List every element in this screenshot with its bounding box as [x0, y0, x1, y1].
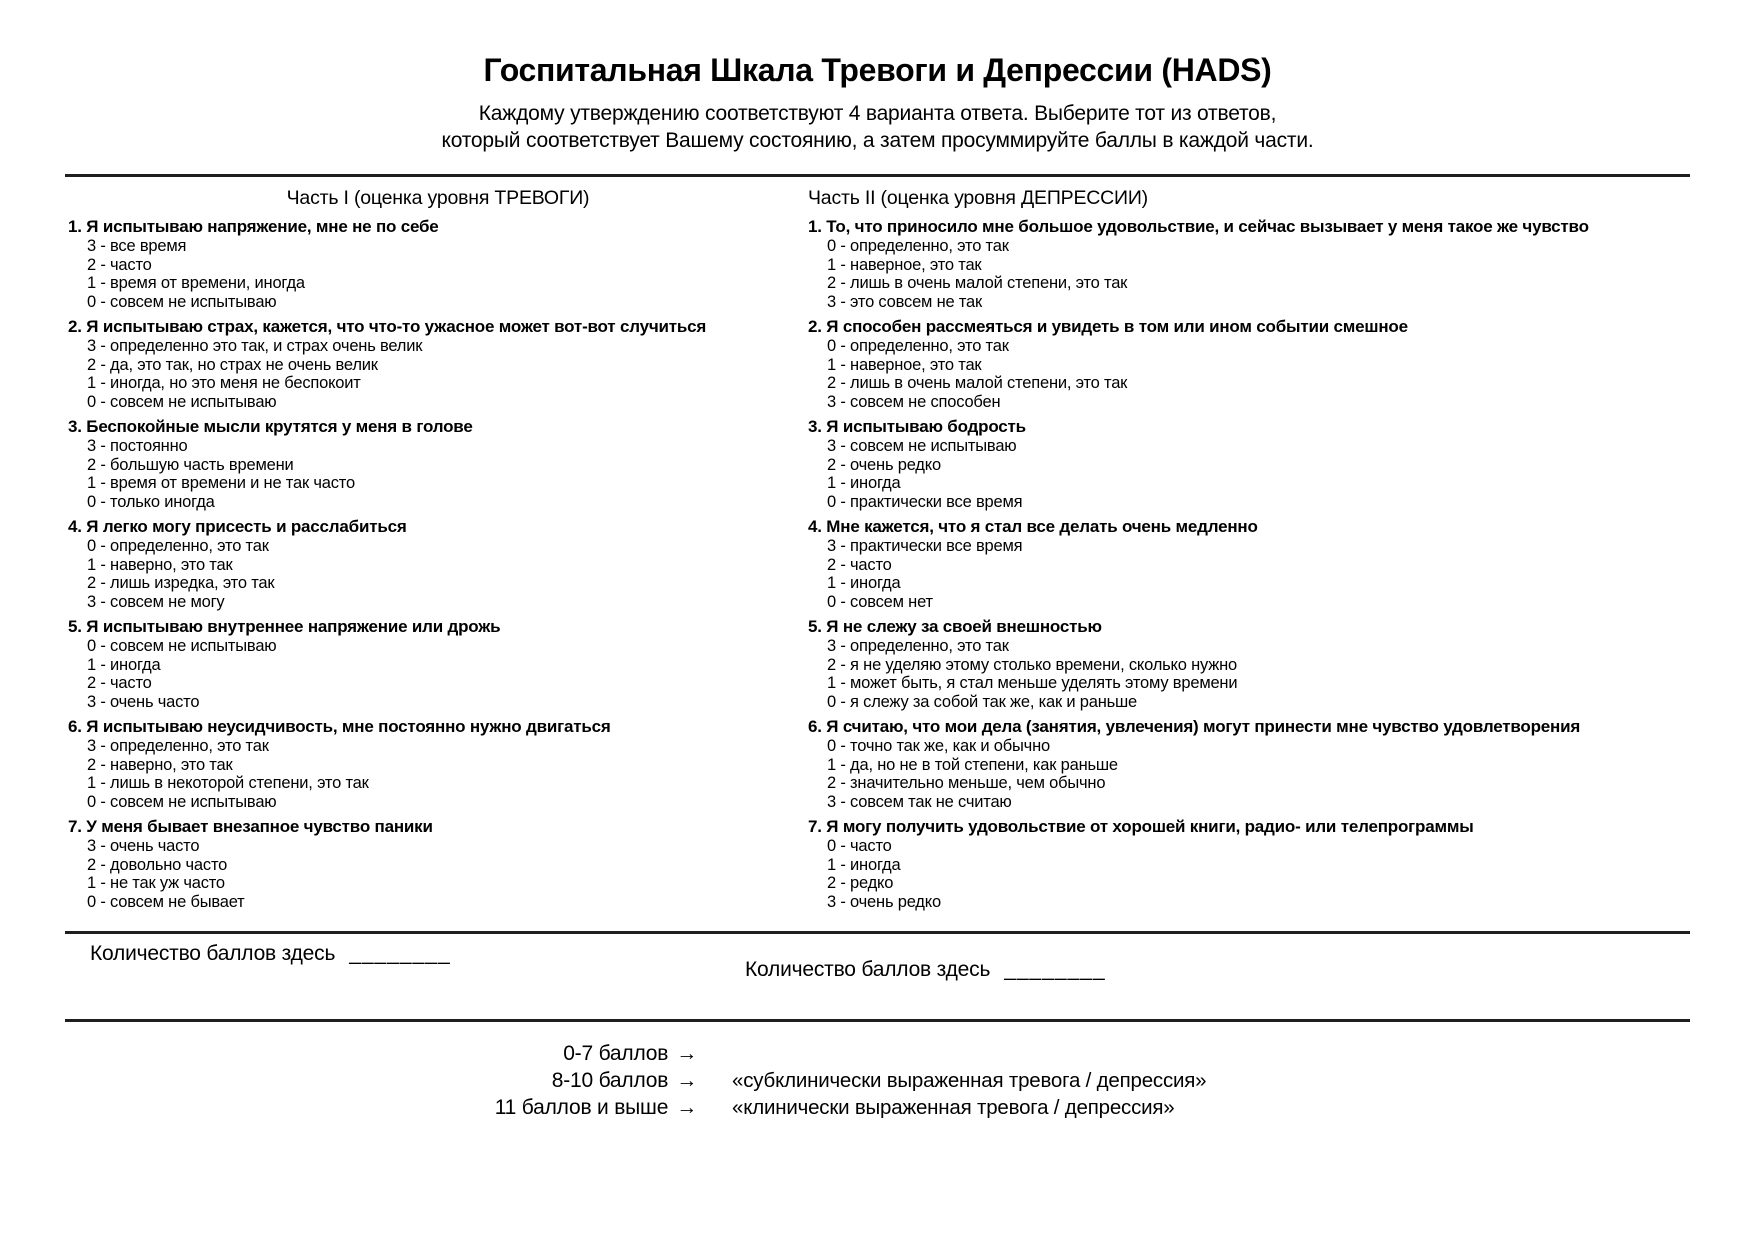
answer-option: 0 - определенно, это так: [827, 237, 1009, 255]
answer-option: 0 - совсем не бывает: [87, 892, 245, 911]
divider-top: [65, 174, 1690, 177]
question-label: 7. У меня бывает внезапное чувство паники: [68, 817, 433, 836]
answer-option: 1 - не так уж часто: [87, 874, 225, 892]
part1-question-7: [68, 816, 808, 911]
form-subtitle-line1: Каждому утверждению соответствуют 4 варианта ответа. Выберите тот из ответов,: [478, 102, 1277, 125]
answer-option: 1 - наверное, это так: [827, 355, 982, 374]
part1-header: Часть I (оценка уровня ТРЕВОГИ): [286, 187, 590, 209]
part2-question-5: [808, 616, 1690, 711]
question-label: 3. Беспокойные мысли крутятся у меня в голове: [68, 417, 473, 436]
part1-score-line: [90, 942, 451, 966]
answer-option: 3 - совсем не испытываю: [827, 437, 1017, 455]
part2-score-blank: ________: [1004, 958, 1106, 981]
form-subtitle: [0, 100, 1755, 154]
part2-question-4: [808, 516, 1690, 611]
legend-row-clinical: [0, 1094, 1755, 1121]
answer-option: 0 - совсем не испытываю: [87, 637, 277, 655]
arrow-right-icon: →: [676, 1096, 697, 1119]
arrow-right-icon: →: [676, 1069, 697, 1092]
divider-score-top: [65, 931, 1690, 934]
answer-option: 1 - наверное, это так: [827, 255, 982, 274]
part1-score-blank: ________: [349, 942, 451, 965]
question-label: 2. Я способен рассмеяться и увидеть в том или ином событии смешное: [808, 317, 1408, 336]
answer-option: 1 - иногда, но это меня не беспокоит: [87, 374, 361, 392]
question-label: 7. Я могу получить удовольствие от хорошей книги, радио- или телепрограммы: [808, 817, 1474, 836]
answer-option: 1 - время от времени и не так часто: [87, 474, 355, 492]
answer-option: 1 - да, но не в той степени, как раньше: [827, 755, 1118, 774]
answer-option: 1 - наверно, это так: [87, 555, 233, 574]
answer-option: 3 - очень часто: [87, 692, 200, 711]
answer-option: 3 - очень редко: [827, 892, 941, 911]
part1-question-2: [68, 316, 808, 411]
answer-option: 1 - иногда: [827, 855, 901, 874]
answer-option: 2 - большую часть времени: [87, 455, 294, 474]
answer-option: 1 - иногда: [827, 474, 901, 492]
answer-option: 0 - совсем не испытываю: [87, 292, 277, 311]
part2-score-line: [745, 958, 1106, 982]
answer-option: 2 - часто: [827, 555, 892, 574]
answer-option: 1 - время от времени, иногда: [87, 274, 305, 292]
question-label: 1. Я испытываю напряжение, мне не по себе: [68, 217, 439, 236]
answer-option: 3 - совсем так не считаю: [827, 792, 1012, 811]
answer-option: 2 - я не уделяю этому столько времени, сколько нужно: [827, 655, 1237, 674]
part1-anxiety-section: [68, 186, 808, 911]
part2-question-7: [808, 816, 1690, 911]
divider-score-bottom: [65, 1019, 1690, 1022]
part2-question-1: [808, 216, 1690, 311]
answer-option: 0 - совсем не испытываю: [87, 792, 277, 811]
answer-option: 2 - редко: [827, 874, 894, 892]
score-range: 8-10 баллов →: [551, 1069, 697, 1092]
answer-option: 3 - все время: [87, 237, 187, 255]
question-label: 5. Я испытываю внутреннее напряжение или дрожь: [68, 617, 501, 636]
answer-option: 2 - наверно, это так: [87, 755, 233, 774]
answer-option: 1 - иногда: [87, 655, 161, 674]
answer-option: 0 - определенно, это так: [827, 337, 1009, 355]
question-label: 5. Я не слежу за своей внешностью: [808, 617, 1102, 636]
answer-option: 0 - только иногда: [87, 492, 215, 511]
legend-interpretation: «клинически выраженная тревога / депрессия»: [732, 1096, 1175, 1119]
answer-option: 3 - постоянно: [87, 437, 188, 455]
question-label: 1. То, что приносило мне большое удовольствие, и сейчас вызывает у меня такое же чувство: [808, 217, 1589, 236]
answer-option: 2 - часто: [87, 255, 152, 274]
answer-option: 2 - довольно часто: [87, 855, 228, 874]
score-interpretation-legend: [0, 1040, 1755, 1121]
answer-option: 1 - иногда: [827, 574, 901, 592]
score-range: 0-7 баллов →: [563, 1042, 697, 1065]
part2-depression-section: [808, 186, 1690, 911]
question-label: 6. Я считаю, что мои дела (занятия, увлечения) могут принести мне чувство удовлетворения: [808, 717, 1581, 736]
answer-option: 2 - лишь в очень малой степени, это так: [827, 374, 1128, 392]
part2-header: Часть II (оценка уровня ДЕПРЕССИИ): [808, 187, 1148, 209]
part2-question-2: [808, 316, 1690, 411]
legend-interpretation: «субклинически выраженная тревога / депрессия»: [732, 1069, 1207, 1092]
form-subtitle-line2: который соответствует Вашему состоянию, а затем просуммируйте баллы в каждой части.: [441, 129, 1314, 152]
part1-question-5: [68, 616, 808, 711]
question-label: 3. Я испытываю бодрость: [808, 417, 1026, 436]
answer-option: 3 - определенно, это так: [827, 637, 1009, 655]
answer-option: 3 - это совсем не так: [827, 292, 983, 311]
answer-option: 2 - лишь в очень малой степени, это так: [827, 274, 1128, 292]
answer-option: 2 - да, это так, но страх не очень велик: [87, 355, 378, 374]
part2-question-3: [808, 416, 1690, 511]
part2-question-6: [808, 716, 1690, 811]
questions-area: [68, 186, 1690, 911]
answer-option: 0 - точно так же, как и обычно: [827, 737, 1050, 755]
answer-option: 3 - практически все время: [827, 537, 1023, 555]
answer-option: 3 - совсем не могу: [87, 592, 225, 611]
answer-option: 0 - совсем не испытываю: [87, 392, 277, 411]
legend-row-normal: [0, 1040, 1755, 1067]
answer-option: 2 - очень редко: [827, 455, 941, 474]
answer-option: 2 - лишь изредка, это так: [87, 574, 275, 592]
part1-question-1: [68, 216, 808, 311]
part1-question-4: [68, 516, 808, 611]
answer-option: 3 - очень часто: [87, 837, 200, 855]
arrow-right-icon: →: [676, 1042, 697, 1065]
answer-option: 1 - может быть, я стал меньше уделять этому времени: [827, 674, 1238, 692]
answer-option: 3 - определенно это так, и страх очень велик: [87, 337, 423, 355]
question-label: 6. Я испытываю неусидчивость, мне постоянно нужно двигаться: [68, 717, 611, 736]
answer-option: 2 - часто: [87, 674, 152, 692]
form-title: Госпитальная Шкала Тревоги и Депрессии (HADS): [483, 52, 1272, 88]
question-label: 4. Я легко могу присесть и расслабиться: [68, 517, 407, 536]
question-label: 4. Мне кажется, что я стал все делать очень медленно: [808, 517, 1258, 536]
question-label: 2. Я испытываю страх, кажется, что что-то ужасное может вот-вот случиться: [68, 317, 707, 336]
answer-option: 3 - совсем не способен: [827, 392, 1001, 411]
part1-question-6: [68, 716, 808, 811]
answer-option: 0 - определенно, это так: [87, 537, 269, 555]
part1-question-3: [68, 416, 808, 511]
part2-score-label: Количество баллов здесь: [745, 958, 991, 981]
answer-option: 0 - я слежу за собой так же, как и раньше: [827, 692, 1138, 711]
answer-option: 0 - часто: [827, 837, 892, 855]
answer-option: 2 - значительно меньше, чем обычно: [827, 774, 1106, 792]
answer-option: 0 - практически все время: [827, 492, 1023, 511]
answer-option: 3 - определенно, это так: [87, 737, 269, 755]
score-range: 11 баллов и выше →: [494, 1096, 697, 1119]
legend-row-subclinical: [0, 1067, 1755, 1094]
part1-score-label: Количество баллов здесь: [90, 942, 336, 965]
answer-option: 1 - лишь в некоторой степени, это так: [87, 774, 369, 792]
answer-option: 0 - совсем нет: [827, 592, 933, 611]
form-header: [0, 52, 1755, 154]
